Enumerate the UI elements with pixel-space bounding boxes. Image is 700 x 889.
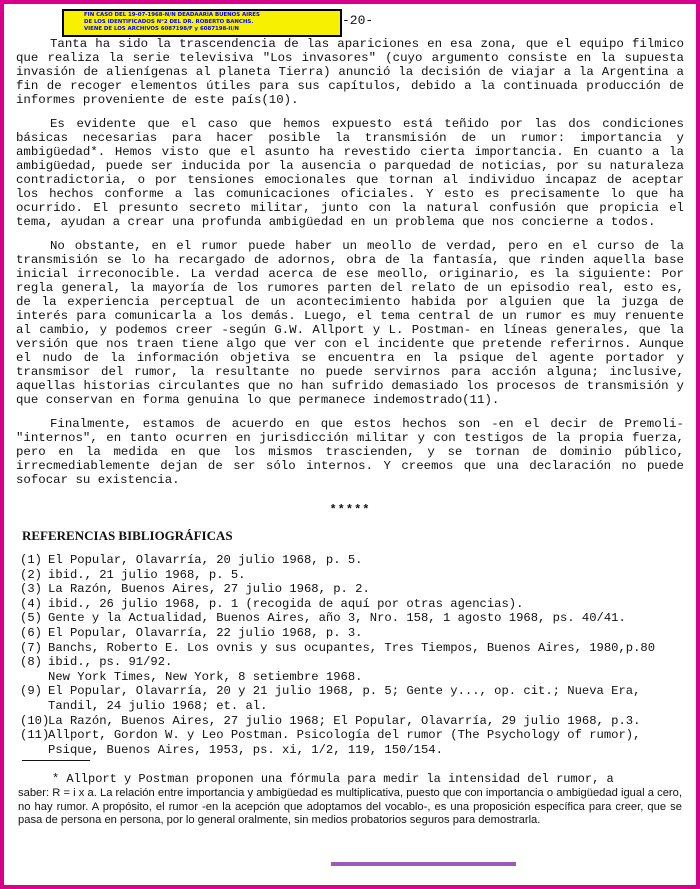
reference-text: Tandil, 24 julio 1968; et. al.	[48, 698, 268, 713]
references-list	[20, 553, 684, 757]
reference-number: (8)	[20, 655, 42, 670]
reference-text: La Razón, Buenos Aires, 27 julio 1968; El Popular, Olavarría, 29 julio 1968, p.3.	[48, 713, 641, 728]
reference-item	[20, 670, 684, 685]
reference-number: (1)	[20, 553, 42, 567]
stamp-line-1: FIN CASO DEL 19-07-1968-N/N DEADAARIA BUENOS AIRES	[84, 12, 260, 18]
stamp-line-3: VIENE DE LOS ARCHIVOS 6087198/F y 6087198-II/N	[84, 26, 239, 33]
reference-item	[20, 655, 684, 670]
footnote	[18, 773, 682, 827]
reference-number	[20, 743, 48, 758]
reference-number: (3)	[20, 582, 42, 597]
reference-text: ibid., 21 julio 1968, p. 5.	[48, 567, 246, 582]
reference-number: (2)	[20, 567, 42, 582]
reference-item	[20, 568, 684, 583]
reference-number: (10)	[20, 713, 50, 728]
reference-text: ibid., ps. 91/92.	[48, 655, 173, 670]
reference-number: (5)	[20, 611, 42, 626]
reference-text: Banchs, Roberto E. Los ovnis y sus ocupantes, Tres Tiempos, Buenos Aires, 1980,p.80	[48, 640, 656, 655]
reference-item	[20, 641, 684, 656]
references-title: REFERENCIAS BIBLIOGRÁFICAS	[22, 528, 233, 543]
reference-text: Psique, Buenos Aires, 1953, ps. xi, 1/2, 119, 150/154.	[48, 742, 443, 757]
reference-item	[20, 728, 684, 743]
reference-item	[20, 684, 684, 699]
reference-text: La Razón, Buenos Aires, 27 julio 1968, p. 2.	[48, 582, 370, 597]
document-page	[4, 4, 696, 885]
archive-stamp	[62, 9, 342, 37]
section-separator: *****	[329, 503, 371, 517]
reference-number	[20, 699, 48, 714]
footnote-text: saber: R = i x a. La relación entre importancia y ambigüedad es multiplicativa, puesto que con importancia o ambigüedad igual a cero, no hay rumor. A propósito, el rumor -en la acepción que adoptamos del vocablo-, es una proposición específica para creer, que se pasa de persona en persona, por lo general oralmente, sin medios probatorios seguros para demostrarla.	[18, 786, 682, 827]
reference-text: El Popular, Olavarría, 20 julio 1968, p. 5.	[48, 553, 363, 567]
reference-number: (4)	[20, 596, 42, 611]
reference-item	[20, 582, 684, 597]
reference-text: El Popular, Olavarría, 20 y 21 julio 1968, p. 5; Gente y..., op. cit.; Nueva Era,	[48, 684, 641, 699]
reference-text: ibid., 26 julio 1968, p. 1 (recogida de aquí por otras agencias).	[48, 596, 524, 611]
reference-text: Gente y la Actualidad, Buenos Aires, año 3, Nro. 158, 1 agosto 1968, ps. 40/41.	[48, 611, 626, 626]
highlight-underline	[331, 862, 516, 866]
reference-item	[20, 699, 684, 714]
reference-number: (6)	[20, 625, 42, 640]
paragraph: Tanta ha sido la trascendencia de las apariciones en esa zona, que el equipo filmico que realiza la serie televisiva "Los invasores" (cuyo argumento consiste en la supuesta invasión de alienígenas al planeta Tierra) anunció la decisión de viajar a la Argentina a fin de recoger elementos útiles para sus capítulos, debido a la continuada producción de informes proveniente de este país(10).	[16, 37, 684, 107]
footnote-lead: * Allport y Postman proponen una fórmula para medir la intensidad del rumor, a	[52, 772, 614, 787]
footnote-divider	[22, 760, 90, 761]
reference-text: Allport, Gordon W. y Leo Postman. Psicología del rumor (The Psychology of rumor),	[48, 728, 641, 743]
paragraph: Es evidente que el caso que hemos expuesto está teñido por las dos condiciones básicas necesarias para hacer posible la transmisión de un rumor: importancia y ambigüedad*. Hemos visto que el asunto ha revestido cierta importancia. En cuanto a la ambigüedad, puede ser inducida por la ausencia o parquedad de noticias, por su naturaleza contradictoria, o por tensiones emocionales que tornan al individuo incapaz de aceptar los hechos conforme a las comunicaciones oficiales. Y esto es precisamente lo que ha ocurrido. El presunto secreto militar, junto con la natural confusión que propicia el tema, ayudan a crear una profunda ambigüedad en un problema que nos concierne a todos.	[16, 117, 684, 229]
reference-item	[20, 597, 684, 612]
reference-item	[20, 611, 684, 626]
reference-item	[20, 743, 684, 758]
reference-number: (11)	[20, 728, 50, 743]
reference-item	[20, 714, 684, 729]
reference-number: (7)	[20, 640, 42, 655]
reference-item	[20, 626, 684, 641]
page-number: -20-	[342, 13, 374, 28]
paragraph: Finalmente, estamos de acuerdo en que estos hechos son -en el decir de Premoli- "internos", en tanto ocurren en jurisdicción militar y con testigos de la propia fuerza, pero en la medida en que los mismos trascienden, y se tornan de dominio público, irrecmediablemente dejan de ser sólo internos. Y creemos que una declaración no puede sofocar su existencia.	[16, 417, 684, 487]
stamp-line-2: DE LOS IDENTIFICADOS N°2 DEL DR. ROBERTO BANCHS.	[84, 19, 254, 26]
reference-text: New York Times, New York, 8 setiembre 1968.	[48, 669, 363, 684]
paragraph: No obstante, en el rumor puede haber un meollo de verdad, pero en el curso de la transmisión se lo ha recargado de adornos, obra de la fantasía, que rinden aquella base inicial irreconocible. La verdad acerca de ese meollo, originario, es la siguiente: Por regla general, la mayoría de los rumores parten del relato de un episodio real, esto es, de la experiencia perceptual de un acontecimiento habida por alguien que la juzga de interés para comunicarla a los demás. Luego, el tema central de un rumor es muy renuente al cambio, y podemos creer -según G.W. Allport y L. Postman- en líneas generales, que la versión que nos traen tiene algo que ver con el incidente que pretende referirnos. Aunque el nudo de la información objetiva se encuentra en la psique del agente portador y transmisor del rumor, la resultante no puede servirnos para acción alguna; inclusive, aquellas historias circulantes que no han sufrido demasiado los procesos de transmisión y que conservan en forma genuina lo que permanece indemostrado(11).	[16, 239, 684, 407]
reference-number	[20, 670, 48, 685]
reference-text: El Popular, Olavarría, 22 julio 1968, p. 3.	[48, 625, 363, 640]
reference-number: (9)	[20, 684, 42, 699]
reference-item	[20, 553, 684, 568]
document-body	[16, 37, 684, 828]
